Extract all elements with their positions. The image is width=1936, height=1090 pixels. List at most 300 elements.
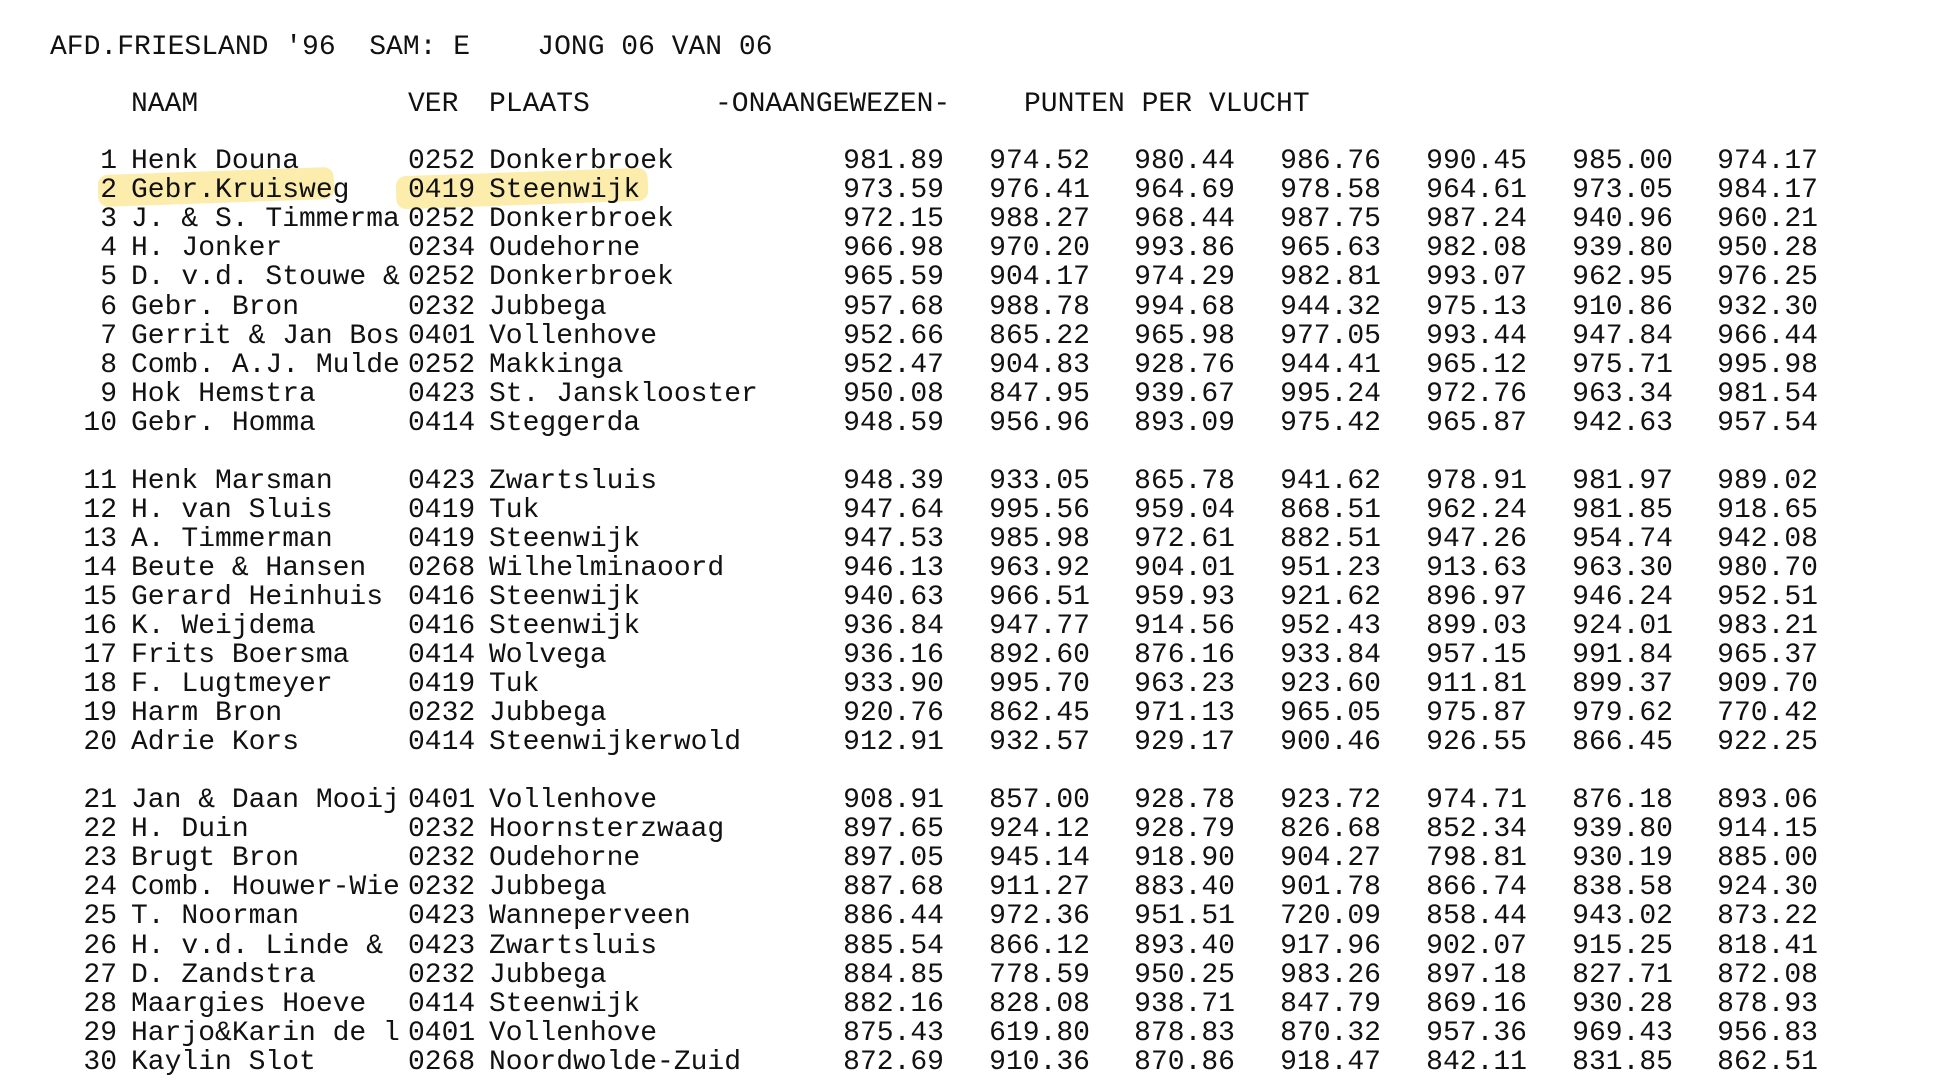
row-rank: 26 [83,930,117,962]
row-punten-3: 941.62 [1280,465,1381,497]
row-onaangewezen: 950.08 [843,378,944,410]
row-plaats: Wolvega [489,640,607,672]
row-plaats: Steenwijk [489,611,641,642]
row-punten-2: 918.90 [1134,843,1235,875]
table-row [0,1019,1936,1049]
row-punten-5: 940.96 [1572,204,1673,236]
row-punten-1: 619.80 [989,1017,1090,1049]
row-rank: 4 [100,233,117,265]
row-punten-4: 858.44 [1426,901,1527,933]
row-rank: 20 [83,727,117,759]
table-row [0,641,1936,671]
row-punten-3: 826.68 [1280,814,1381,846]
row-punten-5: 930.19 [1572,843,1673,875]
row-plaats: Donkerbroek [489,146,674,177]
row-punten-4: 982.08 [1426,233,1527,265]
row-ver: 0401 [408,1017,476,1049]
row-punten-6: 980.70 [1717,552,1818,584]
col-onaangewezen: -ONAANGEWEZEN- [715,89,951,120]
row-naam: F. Lugtmeyer [131,669,333,701]
row-punten-2: 963.23 [1134,669,1235,701]
row-onaangewezen: 966.98 [843,233,944,265]
row-plaats: Wilhelminaoord [489,552,725,584]
col-naam: NAAM [131,89,199,120]
row-punten-5: 831.85 [1572,1046,1673,1078]
row-punten-2: 993.86 [1134,233,1235,265]
row-punten-6: 950.28 [1717,233,1818,265]
row-punten-3: 983.26 [1280,959,1381,991]
row-punten-3: 901.78 [1280,872,1381,904]
row-punten-1: 828.08 [989,988,1090,1020]
row-punten-1: 988.27 [989,204,1090,236]
row-ver: 0419 [408,669,476,701]
table-row [0,525,1936,555]
row-punten-6: 918.65 [1717,494,1818,526]
row-punten-6: 932.30 [1717,291,1818,323]
row-punten-3: 900.46 [1280,727,1381,759]
row-plaats: Tuk [489,669,540,701]
row-punten-1: 974.52 [989,146,1090,177]
row-onaangewezen: 884.85 [843,959,944,991]
row-plaats: Vollenhove [489,785,658,816]
row-punten-2: 904.01 [1134,552,1235,584]
row-ver: 0419 [408,494,476,526]
row-punten-2: 870.86 [1134,1046,1235,1078]
row-ver: 0401 [408,320,476,352]
row-punten-2: 865.78 [1134,465,1235,497]
row-punten-6: 818.41 [1717,930,1818,962]
row-punten-3: 951.23 [1280,552,1381,584]
row-punten-5: 899.37 [1572,669,1673,701]
row-punten-4: 926.55 [1426,727,1527,759]
row-rank: 3 [100,204,117,236]
row-punten-5: 963.34 [1572,378,1673,410]
row-rank: 19 [83,698,117,730]
table-row [0,380,1936,410]
row-punten-2: 893.09 [1134,407,1235,439]
row-punten-4: 896.97 [1426,581,1527,613]
row-plaats: Noordwolde-Zuid [489,1046,742,1078]
row-punten-3: 870.32 [1280,1017,1381,1049]
row-punten-1: 857.00 [989,785,1090,816]
row-plaats: Jubbega [489,872,607,904]
row-naam: H. van Sluis [131,494,333,526]
row-punten-3: 995.24 [1280,378,1381,410]
row-naam: T. Noorman [131,901,300,933]
row-naam: Brugt Bron [131,843,300,875]
table-row [0,351,1936,381]
row-onaangewezen: 973.59 [843,175,944,207]
row-punten-4: 902.07 [1426,930,1527,962]
row-punten-3: 904.27 [1280,843,1381,875]
table-row [0,147,1936,177]
row-punten-6: 995.98 [1717,349,1818,381]
row-punten-2: 928.79 [1134,814,1235,846]
table-row [0,205,1936,235]
row-rank: 5 [100,262,117,294]
row-punten-5: 973.05 [1572,175,1673,207]
row-punten-3: 952.43 [1280,611,1381,642]
row-ver: 0268 [408,552,476,584]
row-punten-1: 866.12 [989,930,1090,962]
row-punten-4: 990.45 [1426,146,1527,177]
row-naam: Harjo&Karin de l [131,1017,400,1049]
row-plaats: Donkerbroek [489,204,674,236]
row-punten-6: 960.21 [1717,204,1818,236]
row-punten-2: 964.69 [1134,175,1235,207]
row-onaangewezen: 965.59 [843,262,944,294]
row-rank: 21 [83,785,117,816]
row-punten-6: 770.42 [1717,698,1818,730]
row-punten-2: 959.04 [1134,494,1235,526]
row-punten-6: 942.08 [1717,523,1818,555]
row-rank: 27 [83,959,117,991]
row-punten-1: 947.77 [989,611,1090,642]
row-punten-5: 979.62 [1572,698,1673,730]
row-punten-4: 974.71 [1426,785,1527,816]
row-punten-2: 938.71 [1134,988,1235,1020]
row-punten-5: 942.63 [1572,407,1673,439]
row-punten-4: 897.18 [1426,959,1527,991]
row-plaats: Jubbega [489,959,607,991]
row-punten-6: 981.54 [1717,378,1818,410]
row-punten-1: 910.36 [989,1046,1090,1078]
row-punten-1: 988.78 [989,291,1090,323]
row-punten-4: 911.81 [1426,669,1527,701]
table-row [0,932,1936,962]
row-punten-6: 924.30 [1717,872,1818,904]
col-plaats: PLAATS [489,89,590,120]
row-punten-4: 957.15 [1426,640,1527,672]
row-onaangewezen: 897.05 [843,843,944,875]
table-row [0,467,1936,497]
row-punten-5: 924.01 [1572,611,1673,642]
row-rank: 12 [83,494,117,526]
table-row [0,699,1936,729]
row-plaats: Oudehorne [489,843,641,875]
row-punten-6: 965.37 [1717,640,1818,672]
row-punten-1: 972.36 [989,901,1090,933]
row-punten-1: 995.56 [989,494,1090,526]
row-ver: 0401 [408,785,476,816]
row-onaangewezen: 886.44 [843,901,944,933]
row-onaangewezen: 912.91 [843,727,944,759]
row-punten-1: 904.83 [989,349,1090,381]
row-punten-4: 965.12 [1426,349,1527,381]
row-punten-5: 827.71 [1572,959,1673,991]
row-ver: 0232 [408,291,476,323]
row-naam: D. Zandstra [131,959,316,991]
row-ver: 0414 [408,640,476,672]
row-onaangewezen: 952.66 [843,320,944,352]
row-plaats: Vollenhove [489,1017,658,1049]
row-punten-2: 939.67 [1134,378,1235,410]
row-punten-5: 943.02 [1572,901,1673,933]
row-punten-1: 963.92 [989,552,1090,584]
row-punten-2: 951.51 [1134,901,1235,933]
row-punten-2: 929.17 [1134,727,1235,759]
row-punten-5: 981.97 [1572,465,1673,497]
row-punten-1: 970.20 [989,233,1090,265]
row-punten-3: 917.96 [1280,930,1381,962]
row-ver: 0234 [408,233,476,265]
row-punten-6: 872.08 [1717,959,1818,991]
row-punten-5: 969.43 [1572,1017,1673,1049]
col-ver: VER [408,89,459,120]
row-punten-2: 971.13 [1134,698,1235,730]
row-punten-4: 962.24 [1426,494,1527,526]
row-punten-3: 921.62 [1280,581,1381,613]
row-punten-6: 922.25 [1717,727,1818,759]
row-rank: 15 [83,581,117,613]
row-plaats: Oudehorne [489,233,641,265]
row-plaats: Steenwijk [489,523,641,555]
row-naam: K. Weijdema [131,611,316,642]
row-punten-5: 838.58 [1572,872,1673,904]
row-plaats: Steenwijk [489,581,641,613]
row-punten-4: 964.61 [1426,175,1527,207]
row-punten-1: 924.12 [989,814,1090,846]
table-row [0,873,1936,903]
table-row [0,583,1936,613]
row-ver: 0232 [408,698,476,730]
row-punten-3: 918.47 [1280,1046,1381,1078]
row-punten-5: 866.45 [1572,727,1673,759]
row-naam: H. Jonker [131,233,283,265]
row-punten-1: 995.70 [989,669,1090,701]
row-punten-3: 933.84 [1280,640,1381,672]
row-punten-1: 904.17 [989,262,1090,294]
row-rank: 29 [83,1017,117,1049]
row-punten-4: 978.91 [1426,465,1527,497]
row-punten-1: 862.45 [989,698,1090,730]
row-punten-3: 923.72 [1280,785,1381,816]
row-ver: 0419 [408,175,476,207]
row-naam: Comb. A.J. Mulde [131,349,400,381]
table-row [0,815,1936,845]
row-ver: 0414 [408,988,476,1020]
row-punten-4: 866.74 [1426,872,1527,904]
row-onaangewezen: 885.54 [843,930,944,962]
row-onaangewezen: 936.16 [843,640,944,672]
row-punten-5: 985.00 [1572,146,1673,177]
row-punten-4: 987.24 [1426,204,1527,236]
row-ver: 0423 [408,378,476,410]
row-punten-2: 878.83 [1134,1017,1235,1049]
row-punten-5: 975.71 [1572,349,1673,381]
row-ver: 0423 [408,465,476,497]
column-header-row [0,90,1936,120]
row-rank: 30 [83,1046,117,1078]
row-plaats: Jubbega [489,291,607,323]
row-naam: Henk Marsman [131,465,333,497]
row-punten-3: 965.63 [1280,233,1381,265]
row-naam: Frits Boersma [131,640,350,672]
row-punten-3: 944.41 [1280,349,1381,381]
row-punten-2: 950.25 [1134,959,1235,991]
row-punten-1: 778.59 [989,959,1090,991]
row-punten-5: 947.84 [1572,320,1673,352]
table-row [0,786,1936,816]
table-row [0,263,1936,293]
row-naam: Gebr. Homma [131,407,316,439]
row-punten-6: 966.44 [1717,320,1818,352]
row-rank: 1 [100,146,117,177]
row-punten-4: 957.36 [1426,1017,1527,1049]
row-naam: Henk Douna [131,146,300,177]
row-rank: 2 [100,175,117,207]
row-punten-1: 956.96 [989,407,1090,439]
row-punten-2: 928.76 [1134,349,1235,381]
row-punten-5: 876.18 [1572,785,1673,816]
title-text: AFD.FRIESLAND '96 SAM: E JONG 06 VAN 06 [50,32,773,63]
row-naam: Kaylin Slot [131,1046,316,1078]
row-punten-3: 986.76 [1280,146,1381,177]
row-punten-3: 978.58 [1280,175,1381,207]
row-onaangewezen: 920.76 [843,698,944,730]
row-plaats: Zwartsluis [489,465,658,497]
row-onaangewezen: 897.65 [843,814,944,846]
row-rank: 13 [83,523,117,555]
row-plaats: Tuk [489,494,540,526]
row-naam: J. & S. Timmerma [131,204,400,236]
row-plaats: Jubbega [489,698,607,730]
row-plaats: Steenwijk [489,988,641,1020]
row-punten-3: 975.42 [1280,407,1381,439]
row-punten-1: 911.27 [989,872,1090,904]
row-punten-2: 972.61 [1134,523,1235,555]
row-punten-4: 913.63 [1426,552,1527,584]
row-punten-4: 972.76 [1426,378,1527,410]
row-rank: 18 [83,669,117,701]
row-punten-3: 882.51 [1280,523,1381,555]
row-rank: 8 [100,349,117,381]
table-row [0,234,1936,264]
row-ver: 0414 [408,727,476,759]
table-row [0,902,1936,932]
row-onaangewezen: 908.91 [843,785,944,816]
row-onaangewezen: 947.53 [843,523,944,555]
table-row [0,728,1936,758]
row-punten-2: 959.93 [1134,581,1235,613]
row-punten-3: 923.60 [1280,669,1381,701]
row-punten-2: 974.29 [1134,262,1235,294]
row-rank: 10 [83,407,117,439]
row-ver: 0252 [408,262,476,294]
row-onaangewezen: 948.59 [843,407,944,439]
row-punten-5: 939.80 [1572,814,1673,846]
row-onaangewezen: 887.68 [843,872,944,904]
row-punten-3: 982.81 [1280,262,1381,294]
row-plaats: Steenwijkerwold [489,727,742,759]
row-punten-4: 975.87 [1426,698,1527,730]
row-onaangewezen: 957.68 [843,291,944,323]
row-punten-5: 991.84 [1572,640,1673,672]
row-onaangewezen: 948.39 [843,465,944,497]
row-ver: 0416 [408,611,476,642]
row-ver: 0423 [408,930,476,962]
row-punten-6: 974.17 [1717,146,1818,177]
row-punten-5: 930.28 [1572,988,1673,1020]
row-punten-6: 914.15 [1717,814,1818,846]
row-punten-5: 962.95 [1572,262,1673,294]
table-row [0,176,1936,206]
row-punten-1: 966.51 [989,581,1090,613]
table-row [0,612,1936,642]
row-punten-4: 975.13 [1426,291,1527,323]
row-onaangewezen: 872.69 [843,1046,944,1078]
row-punten-6: 878.93 [1717,988,1818,1020]
row-onaangewezen: 946.13 [843,552,944,584]
row-naam: H. Duin [131,814,249,846]
row-ver: 0232 [408,872,476,904]
row-ver: 0416 [408,581,476,613]
row-punten-1: 892.60 [989,640,1090,672]
row-punten-6: 983.21 [1717,611,1818,642]
row-punten-5: 910.86 [1572,291,1673,323]
row-punten-4: 993.44 [1426,320,1527,352]
row-rank: 28 [83,988,117,1020]
row-punten-1: 932.57 [989,727,1090,759]
col-punten: PUNTEN PER VLUCHT [1024,89,1310,120]
row-plaats: Wanneperveen [489,901,691,933]
row-rank: 9 [100,378,117,410]
row-punten-6: 957.54 [1717,407,1818,439]
row-punten-3: 720.09 [1280,901,1381,933]
row-punten-2: 883.40 [1134,872,1235,904]
row-punten-5: 939.80 [1572,233,1673,265]
row-punten-4: 993.07 [1426,262,1527,294]
row-punten-2: 914.56 [1134,611,1235,642]
row-ver: 0252 [408,146,476,177]
row-naam: Harm Bron [131,698,283,730]
row-onaangewezen: 875.43 [843,1017,944,1049]
row-plaats: Steggerda [489,407,641,439]
row-punten-2: 893.40 [1134,930,1235,962]
row-rank: 22 [83,814,117,846]
table-row [0,670,1936,700]
row-ver: 0232 [408,814,476,846]
row-onaangewezen: 947.64 [843,494,944,526]
row-punten-4: 842.11 [1426,1046,1527,1078]
row-punten-6: 989.02 [1717,465,1818,497]
row-naam: Hok Hemstra [131,378,316,410]
row-plaats: Makkinga [489,349,624,381]
row-punten-3: 965.05 [1280,698,1381,730]
row-punten-2: 980.44 [1134,146,1235,177]
row-punten-6: 952.51 [1717,581,1818,613]
row-punten-6: 885.00 [1717,843,1818,875]
row-onaangewezen: 940.63 [843,581,944,613]
table-row [0,844,1936,874]
row-rank: 24 [83,872,117,904]
row-onaangewezen: 981.89 [843,146,944,177]
row-punten-5: 915.25 [1572,930,1673,962]
row-ver: 0252 [408,349,476,381]
row-punten-6: 893.06 [1717,785,1818,816]
row-rank: 7 [100,320,117,352]
row-punten-6: 862.51 [1717,1046,1818,1078]
row-naam: A. Timmerman [131,523,333,555]
row-rank: 14 [83,552,117,584]
row-punten-4: 798.81 [1426,843,1527,875]
row-plaats: Zwartsluis [489,930,658,962]
row-punten-2: 968.44 [1134,204,1235,236]
row-ver: 0423 [408,901,476,933]
row-ver: 0232 [408,843,476,875]
row-plaats: Donkerbroek [489,262,674,294]
table-row [0,322,1936,352]
